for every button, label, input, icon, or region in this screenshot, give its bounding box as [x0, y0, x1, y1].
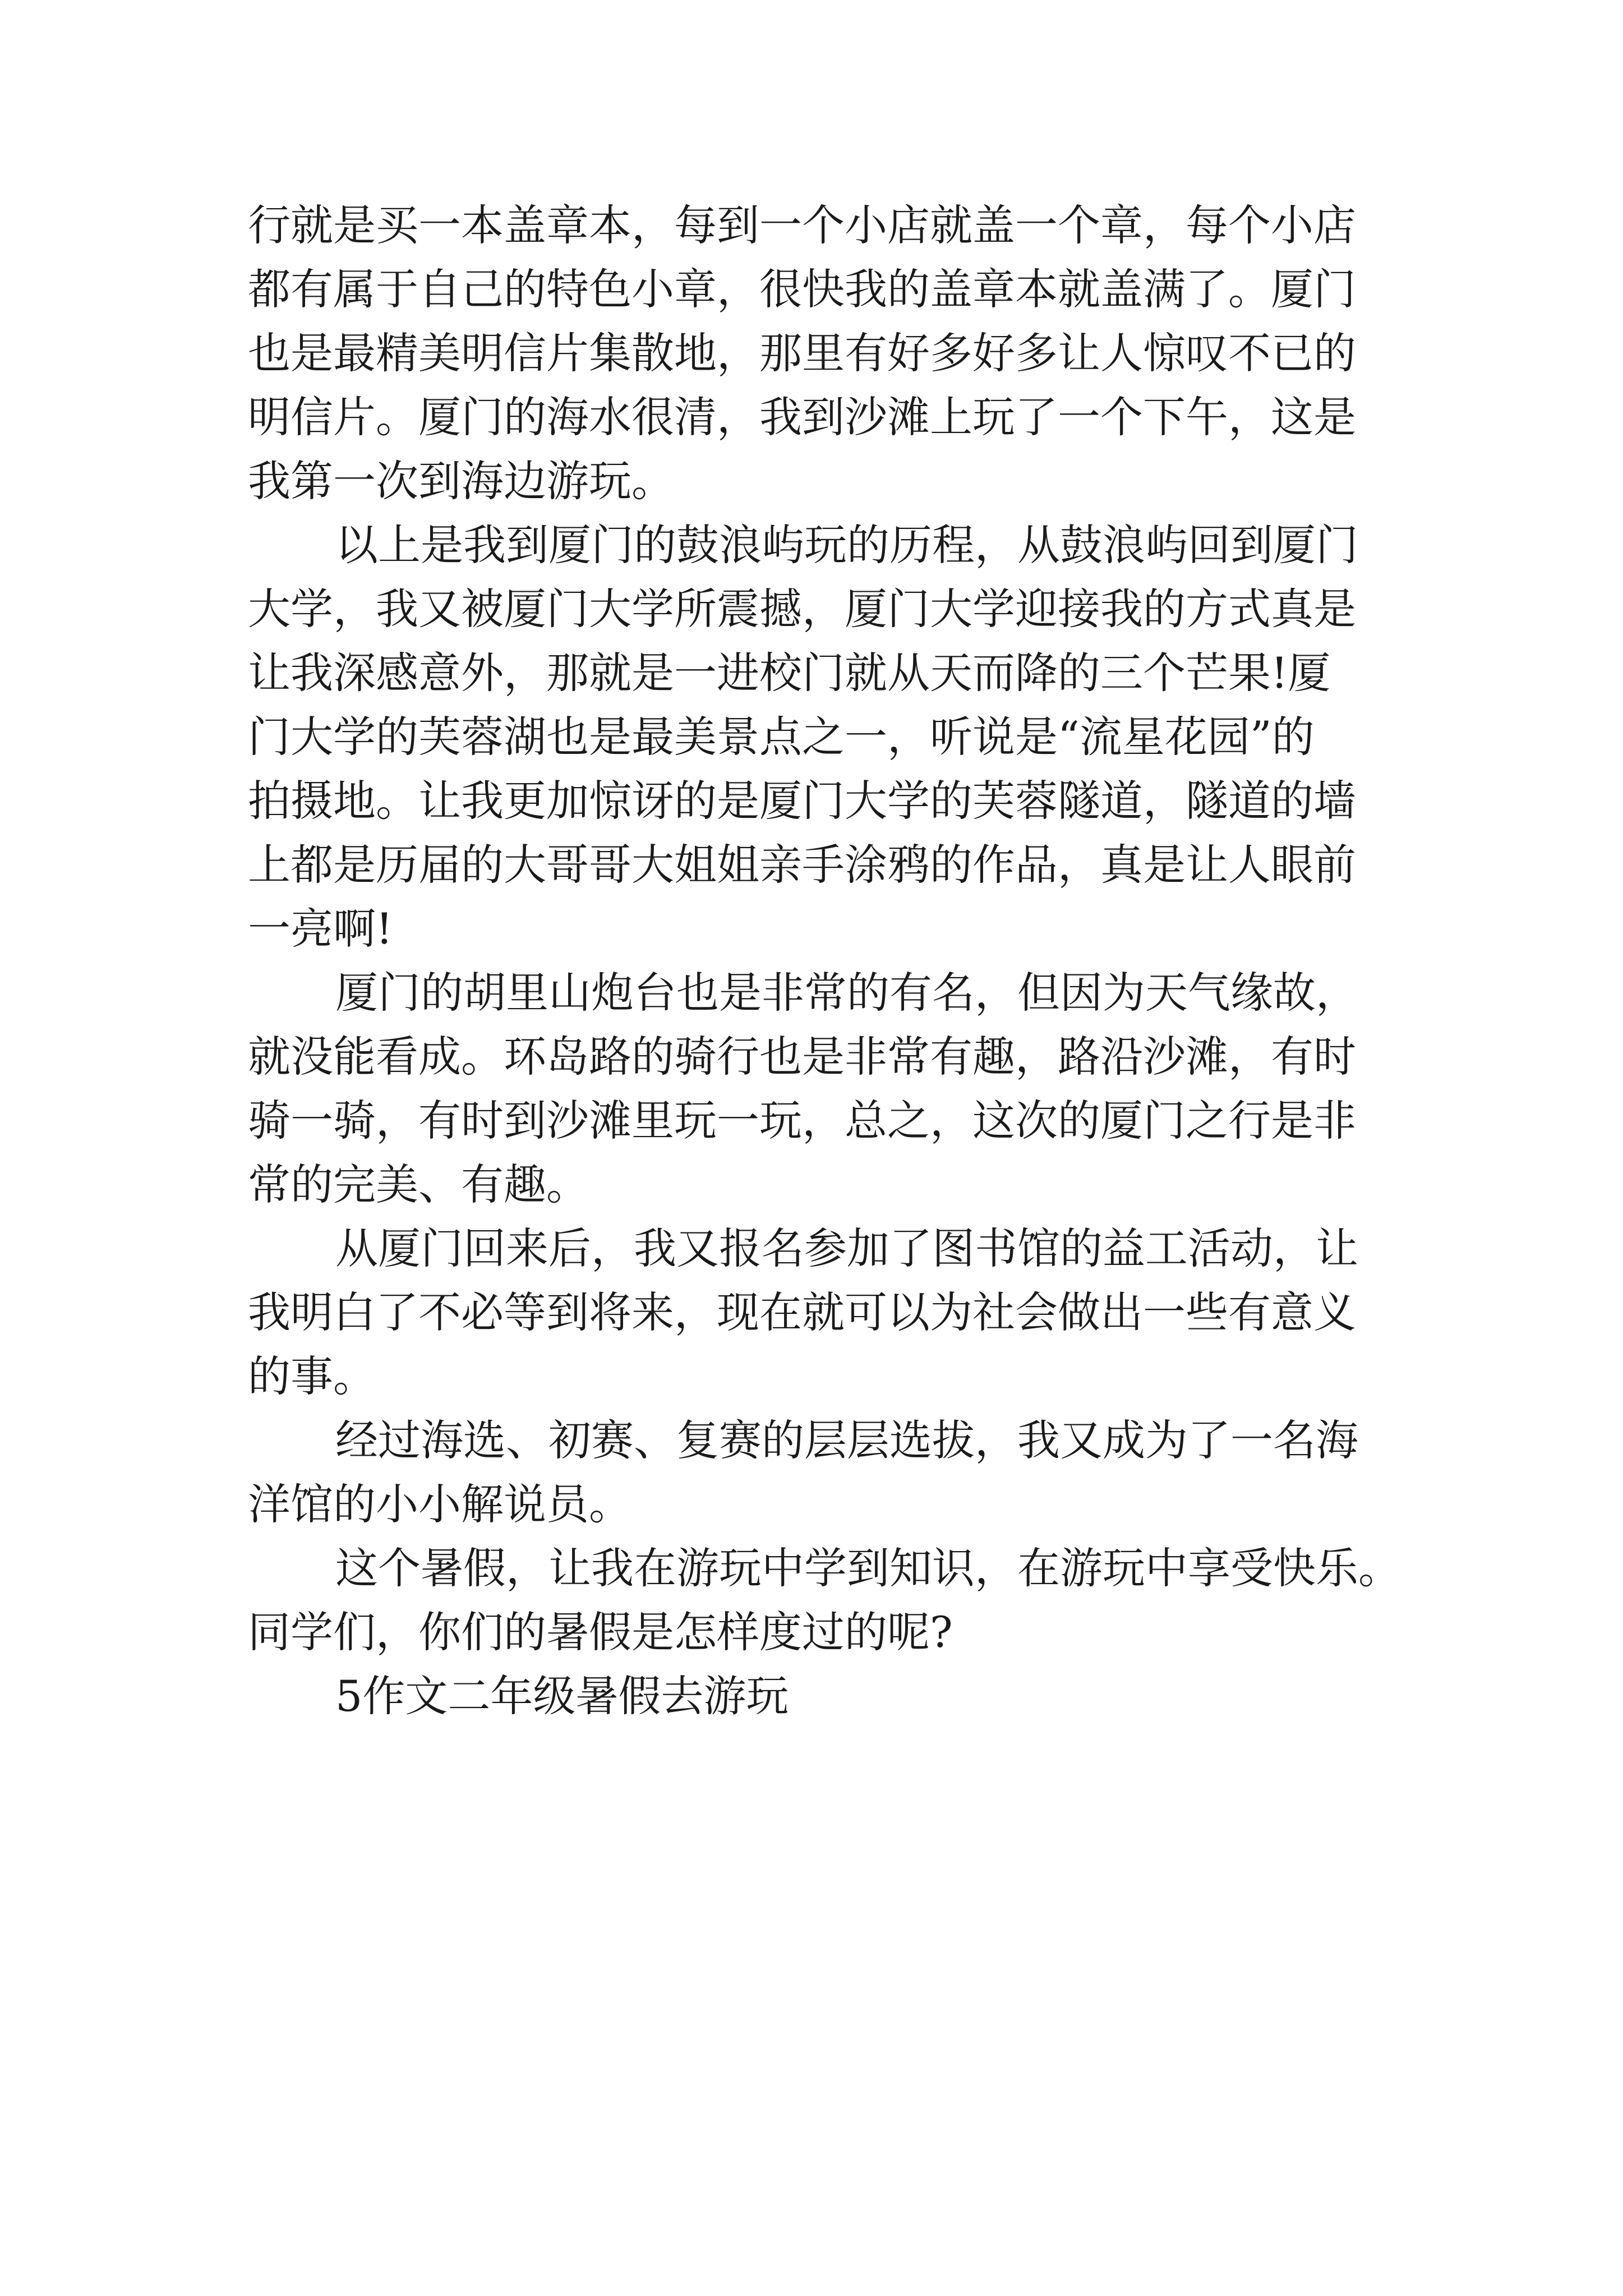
text-line-8: 让我深感意外，那就是一进校门就从天而降的三个芒果!厦 — [248, 648, 1331, 698]
paragraph-start-line-20: 经过海选、初赛、复赛的层层选拔，我又成为了一名海 — [335, 1415, 1358, 1465]
text-line-11: 上都是历届的大哥哥大姐姐亲手涂鸦的作品，真是让人眼前 — [248, 840, 1356, 890]
text-line-15: 骑一骑，有时到沙滩里玩一玩，总之，这次的厦门之行是非 — [248, 1096, 1356, 1145]
text-line-4: 明信片。厦门的海水很清，我到沙滩上玩了一个下午，这是 — [248, 392, 1356, 442]
text-line-23: 同学们，你们的暑假是怎样度过的呢? — [248, 1607, 953, 1657]
paragraph-start-line-17: 从厦门回来后，我又报名参加了图书馆的益工活动，让 — [335, 1223, 1358, 1273]
text-line-18: 我明白了不必等到将来，现在就可以为社会做出一些有意义 — [248, 1287, 1356, 1337]
text-line-10: 拍摄地。让我更加惊讶的是厦门大学的芙蓉隧道，隧道的墙 — [248, 776, 1356, 826]
text-line-19: 的事。 — [248, 1351, 376, 1401]
text-line-14: 就没能看成。环岛路的骑行也是非常有趣，路沿沙滩，有时 — [248, 1032, 1356, 1082]
text-line-21: 洋馆的小小解说员。 — [248, 1479, 631, 1529]
text-line-5: 我第一次到海边游玩。 — [248, 456, 674, 506]
paragraph-start-line-6: 以上是我到厦门的鼓浪屿玩的历程，从鼓浪屿回到厦门 — [335, 520, 1358, 570]
text-line-3: 也是最精美明信片集散地，那里有好多好多让人惊叹不已的 — [248, 328, 1356, 378]
text-line-12: 一亮啊! — [248, 904, 393, 954]
text-line-16: 常的完美、有趣。 — [248, 1159, 589, 1209]
paragraph-start-line-22: 这个暑假，让我在游玩中学到知识，在游玩中享受快乐。 — [335, 1543, 1401, 1593]
document-body — [248, 194, 1401, 1728]
text-line-7: 大学，我又被厦门大学所震撼，厦门大学迎接我的方式真是 — [248, 584, 1356, 634]
text-line-2: 都有属于自己的特色小章，很快我的盖章本就盖满了。厦门 — [248, 264, 1356, 314]
text-line-1: 行就是买一本盖章本，每到一个小店就盖一个章，每个小店 — [248, 200, 1356, 250]
text-line-9: 门大学的芙蓉湖也是最美景点之一，听说是“流星花园”的 — [248, 712, 1315, 762]
paragraph-start-line-13: 厦门的胡里山炮台也是非常的有名，但因为天气缘故， — [335, 968, 1358, 1018]
section-heading: 5作文二年级暑假去游玩 — [335, 1671, 789, 1721]
